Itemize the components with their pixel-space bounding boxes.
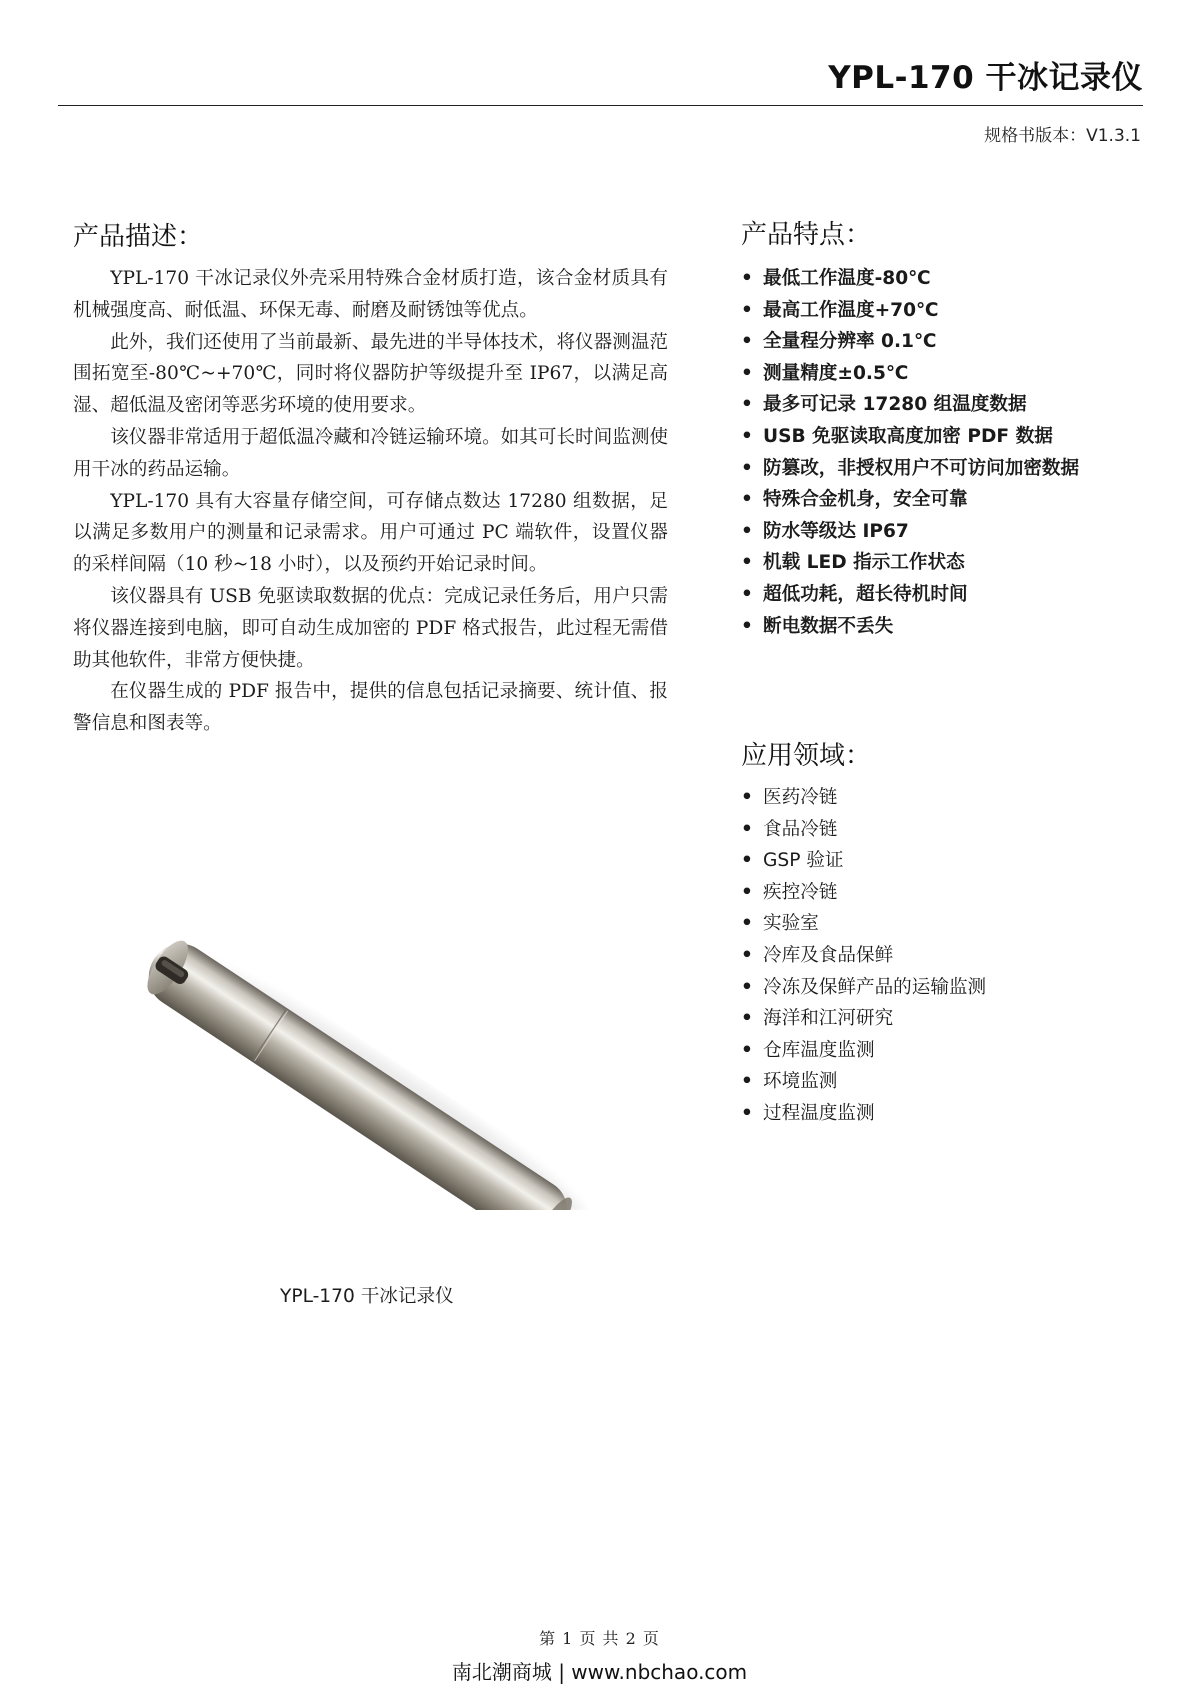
bullet-icon: • bbox=[741, 913, 753, 935]
feature-text: 机载 LED 指示工作状态 bbox=[763, 552, 965, 574]
features-list bbox=[741, 263, 1079, 642]
bullet-icon: • bbox=[741, 331, 753, 353]
feature-text: 超低功耗，超长待机时间 bbox=[763, 583, 968, 605]
feature-text: 防篡改，非授权用户不可访问加密数据 bbox=[763, 457, 1080, 479]
photo-caption: YPL-170 干冰记录仪 bbox=[280, 1286, 454, 1307]
bullet-icon: • bbox=[741, 1039, 753, 1061]
feature-item bbox=[741, 295, 1079, 327]
header-divider bbox=[58, 105, 1143, 106]
bullet-icon: • bbox=[741, 944, 753, 966]
description-body bbox=[73, 263, 668, 740]
bullet-icon: • bbox=[741, 552, 753, 574]
feature-text: 最低工作温度-80℃ bbox=[763, 268, 931, 289]
application-text: 仓库温度监测 bbox=[763, 1039, 875, 1061]
application-text: 医药冷链 bbox=[763, 787, 838, 808]
bullet-icon: • bbox=[741, 787, 753, 808]
application-text: 过程温度监测 bbox=[763, 1102, 875, 1124]
feature-item bbox=[741, 453, 1079, 485]
feature-text: 全量程分辨率 0.1℃ bbox=[763, 331, 937, 353]
bullet-icon: • bbox=[741, 299, 753, 321]
application-item bbox=[741, 782, 986, 814]
bullet-icon: • bbox=[741, 1008, 753, 1030]
product-photo bbox=[140, 880, 620, 1210]
application-item bbox=[741, 1066, 986, 1098]
feature-item bbox=[741, 358, 1079, 390]
application-text: GSP 验证 bbox=[763, 850, 844, 872]
application-item bbox=[741, 877, 986, 909]
description-paragraph: 此外，我们还使用了当前最新、最先进的半导体技术，将仪器测温范围拓宽至-80℃~+70℃，同时将仪器防护等级提升至 IP67，以满足高湿、超低温及密闭等恶劣环境的使用要求。 bbox=[73, 331, 669, 417]
description-heading: 产品描述： bbox=[73, 222, 204, 252]
application-text: 冷冻及保鲜产品的运输监测 bbox=[763, 976, 987, 998]
application-text: 环境监测 bbox=[763, 1071, 838, 1093]
bullet-icon: • bbox=[741, 850, 753, 872]
application-item bbox=[741, 972, 986, 1004]
bullet-icon: • bbox=[741, 489, 753, 511]
feature-item bbox=[741, 547, 1079, 579]
bullet-icon: • bbox=[741, 394, 753, 416]
feature-item bbox=[741, 326, 1079, 358]
bullet-icon: • bbox=[741, 425, 753, 447]
application-item bbox=[741, 1035, 986, 1067]
application-text: 疾控冷链 bbox=[763, 881, 838, 903]
application-text: 冷库及食品保鲜 bbox=[763, 944, 894, 966]
applications-heading: 应用领域： bbox=[741, 741, 872, 771]
application-item bbox=[741, 814, 986, 846]
bullet-icon: • bbox=[741, 583, 753, 605]
feature-item bbox=[741, 611, 1079, 643]
feature-text: 最多可记录 17280 组温度数据 bbox=[763, 394, 1027, 416]
feature-item bbox=[741, 389, 1079, 421]
feature-item bbox=[741, 516, 1079, 548]
application-item bbox=[741, 908, 986, 940]
applications-list bbox=[741, 782, 986, 1130]
bullet-icon: • bbox=[741, 1102, 753, 1124]
description-paragraph: YPL-170 具有大容量存储空间，可存储点数达 17280 组数据，足以满足多数用户的测量和记录需求。用户可通过 PC 端软件，设置仪器的采样间隔（10 秒~18 小时），以及预约开始记录时间。 bbox=[73, 490, 668, 576]
feature-text: 防水等级达 IP67 bbox=[763, 520, 909, 542]
bullet-icon: • bbox=[741, 362, 753, 384]
application-item bbox=[741, 1098, 986, 1130]
application-item bbox=[741, 1003, 986, 1035]
feature-item bbox=[741, 421, 1079, 453]
application-item bbox=[741, 845, 986, 877]
description-paragraph: 该仪器非常适用于超低温冷藏和冷链运输环境。如其可长时间监测使用干冰的药品运输。 bbox=[73, 426, 669, 480]
bullet-icon: • bbox=[741, 881, 753, 903]
feature-item bbox=[741, 579, 1079, 611]
site-footer-link[interactable]: 南北潮商城 | www.nbchao.com bbox=[451, 1660, 748, 1684]
description-paragraph: 在仪器生成的 PDF 报告中，提供的信息包括记录摘要、统计值、报警信息和图表等。 bbox=[73, 681, 668, 735]
description-paragraph: YPL-170 干冰记录仪外壳采用特殊合金材质打造，该合金材质具有机械强度高、耐低温、环保无毒、耐磨及耐锈蚀等优点。 bbox=[73, 268, 668, 321]
application-text: 海洋和江河研究 bbox=[763, 1008, 894, 1030]
bullet-icon: • bbox=[741, 1071, 753, 1093]
feature-text: 特殊合金机身，安全可靠 bbox=[763, 489, 968, 511]
bullet-icon: • bbox=[741, 520, 753, 542]
document-title: YPL-170 干冰记录仪 bbox=[828, 60, 1143, 96]
bullet-icon: • bbox=[741, 818, 753, 840]
page-number: 第 1 页 共 2 页 bbox=[539, 1629, 660, 1648]
application-text: 实验室 bbox=[763, 913, 819, 935]
bullet-icon: • bbox=[741, 615, 753, 637]
application-item bbox=[741, 940, 986, 972]
features-heading: 产品特点： bbox=[741, 220, 872, 250]
bullet-icon: • bbox=[741, 976, 753, 998]
spec-version: 规格书版本：V1.3.1 bbox=[984, 126, 1141, 146]
bullet-icon: • bbox=[741, 457, 753, 479]
feature-item bbox=[741, 263, 1079, 295]
feature-item bbox=[741, 484, 1079, 516]
feature-text: USB 免驱读取高度加密 PDF 数据 bbox=[763, 425, 1053, 447]
feature-text: 测量精度±0.5℃ bbox=[763, 362, 909, 384]
bullet-icon: • bbox=[741, 268, 753, 289]
description-paragraph: 该仪器具有 USB 免驱读取数据的优点：完成记录任务后，用户只需将仪器连接到电脑，即可自动生成加密的 PDF 格式报告，此过程无需借助其他软件，非常方便快捷。 bbox=[73, 585, 668, 671]
feature-text: 断电数据不丢失 bbox=[763, 615, 894, 637]
feature-text: 最高工作温度+70℃ bbox=[763, 299, 939, 321]
application-text: 食品冷链 bbox=[763, 818, 838, 840]
